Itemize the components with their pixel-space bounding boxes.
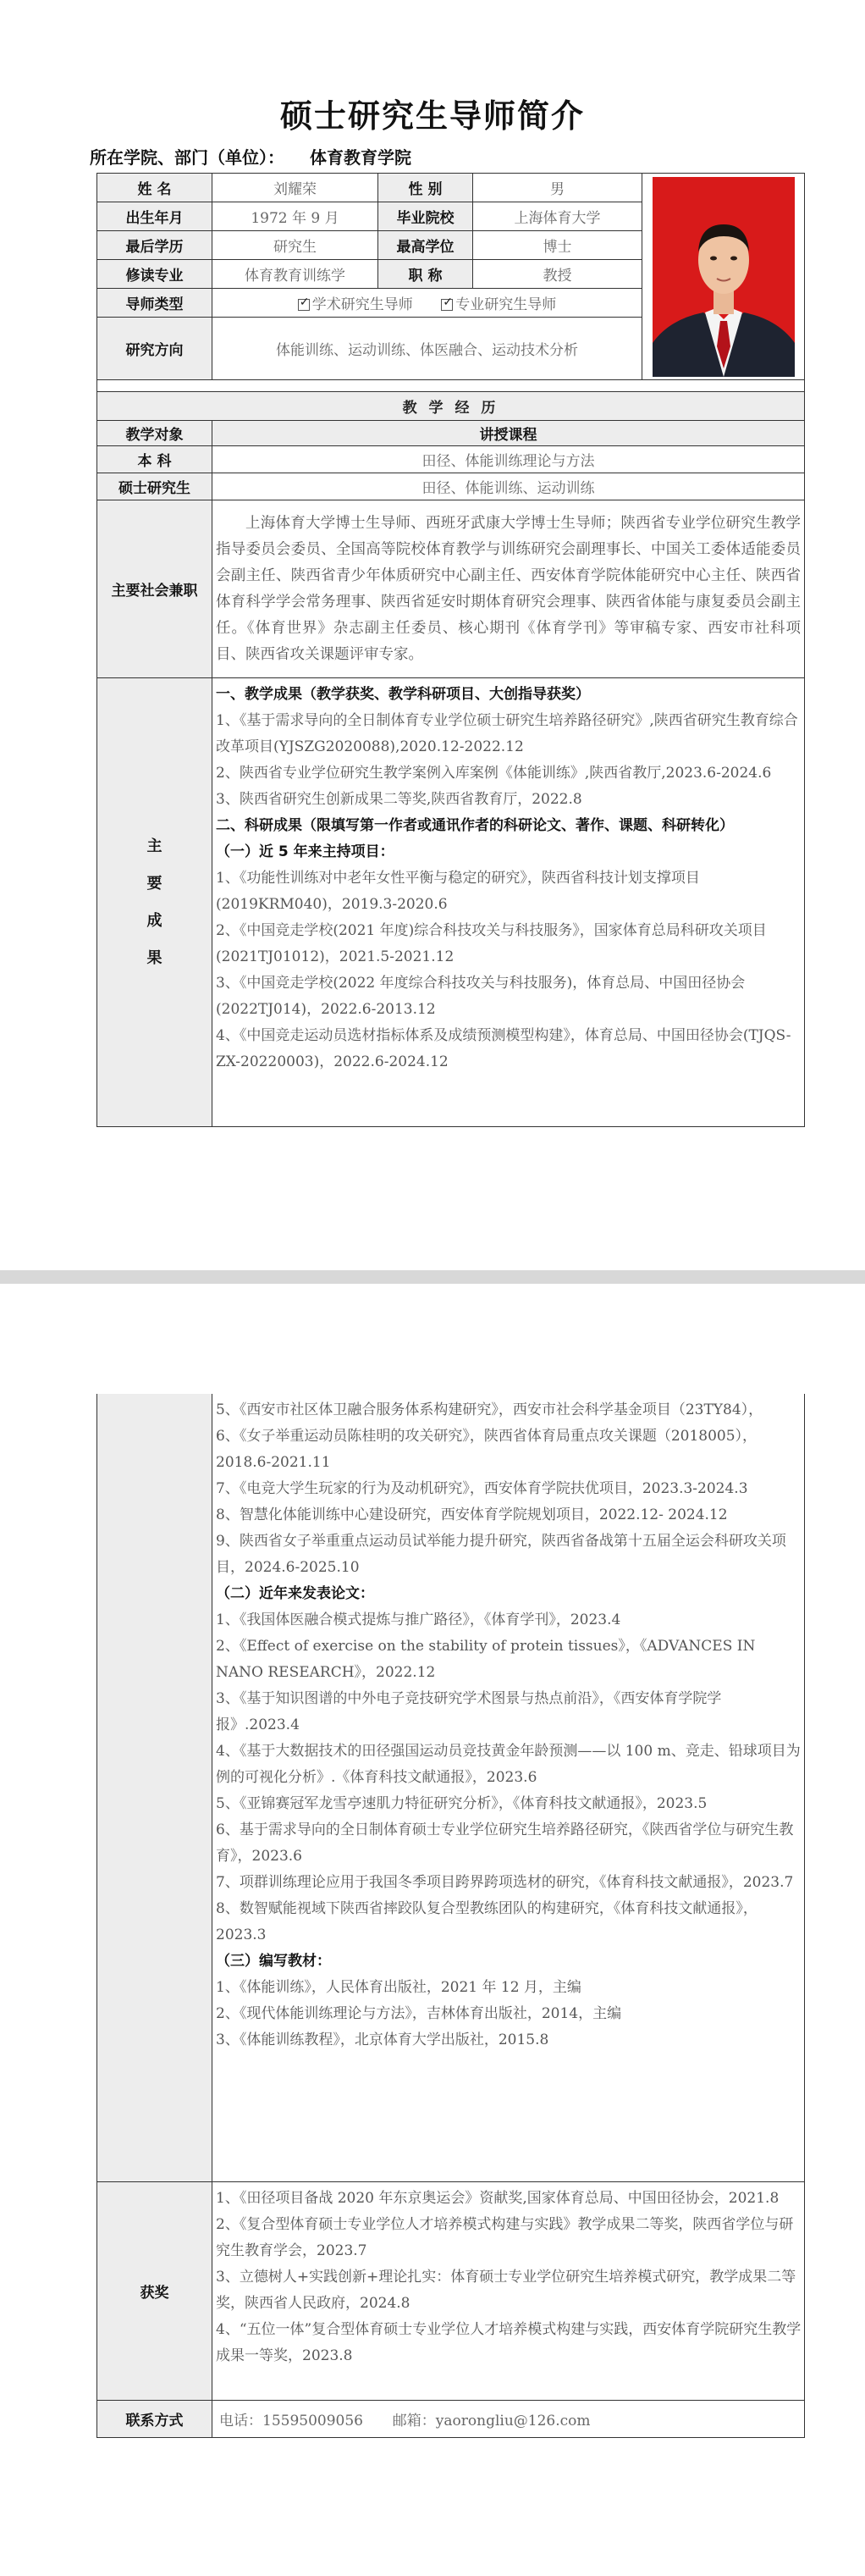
achievements-label-char: 主 bbox=[146, 837, 163, 855]
phone-value: 15595009056 bbox=[262, 2412, 363, 2430]
document-page-1 bbox=[0, 0, 865, 1270]
type-academic bbox=[298, 296, 413, 313]
social-roles-cell bbox=[212, 500, 805, 678]
achievements-cell-page1 bbox=[212, 678, 805, 1127]
type-professional-label: 专业研究生导师 bbox=[455, 296, 557, 313]
award-item: 4、“五位一体”复合型体育硕士专业学位人才培养模式构建与实践，西安体育学院研究生教学成果一等奖，2023.8 bbox=[216, 2320, 802, 2364]
name-label: 姓 名 bbox=[97, 174, 212, 202]
award-item: 2、《复合型体育硕士专业学位人才培养模式构建与实践》教学成果二等奖，陕西省学位与研究生教育学会，2023.7 bbox=[216, 2215, 794, 2259]
birth-value: 1972 年 9 月 bbox=[212, 202, 378, 231]
achievement-item: 5、《西安市社区体卫融合服务体系构建研究》，西安市社会科学基金项目（23TY84）， bbox=[216, 1401, 763, 1418]
continuation-table bbox=[96, 1394, 805, 2438]
degree-value: 博士 bbox=[473, 231, 642, 260]
research-direction-label: 研究方向 bbox=[97, 318, 212, 380]
achievement-item: 2、陕西省专业学位研究生教学案例入库案例《体能训练》,陕西省教厅,2023.6-2024.6 bbox=[216, 765, 772, 782]
education-value: 研究生 bbox=[212, 231, 378, 260]
department-line bbox=[90, 144, 411, 169]
department-value: 体育教育学院 bbox=[310, 147, 411, 168]
achievements-cell-page2 bbox=[212, 1394, 805, 2181]
award-item: 3、立德树人+实践创新+理论扎实：体育硕士专业学位研究生培养模式研究，教学成果二等奖，陕西省人民政府，2024.8 bbox=[216, 2268, 796, 2312]
page-separator bbox=[0, 1270, 865, 1284]
achievement-item: 2、《现代体能训练理论与方法》，吉林体育出版社，2014，主编 bbox=[216, 2005, 622, 2022]
achievement-item: 6、基于需求导向的全日制体育硕士专业学位研究生培养路径研究，《陕西省学位与研究生教育》，2023.6 bbox=[216, 1821, 794, 1865]
achievement-item: 1、《体能训练》，人民体育出版社，2021 年 12 月，主编 bbox=[216, 1979, 581, 1996]
achievement-item: 2、《Effect of exercise on the stability of protein tissues》，《ADVANCES IN NANO RESEARCH》，2022.12 bbox=[216, 1638, 756, 1681]
supervisor-type-value bbox=[212, 289, 642, 318]
teaching-courses: 田径、体能训练、运动训练 bbox=[212, 473, 805, 500]
document-page-2 bbox=[0, 1284, 865, 2576]
degree-label: 最高学位 bbox=[378, 231, 473, 260]
teaching-target: 本 科 bbox=[97, 446, 212, 473]
achievement-item: 4、《基于大数据技术的田径强国运动员竞技黄金年龄预测——以 100 m、竞走、铅球项目为例的可视化分析》.《体育科技文献通报》，2023.6 bbox=[216, 1743, 801, 1786]
email-value: yaorongliu@126.com bbox=[435, 2412, 591, 2430]
contact-cell bbox=[212, 2400, 805, 2437]
phone-label: 电话： bbox=[219, 2412, 262, 2430]
achievements-label-char: 要 bbox=[146, 874, 163, 893]
email-label: 邮箱： bbox=[392, 2412, 436, 2430]
achievement-item: 1、《基于需求导向的全日制体育专业学位硕士研究生培养路径研究》,陕西省研究生教育综合改革项目(YJSZG2020088),2020.12-2022.12 bbox=[216, 712, 798, 755]
school-label: 毕业院校 bbox=[378, 202, 473, 231]
awards-label: 获奖 bbox=[97, 2181, 212, 2400]
achievement-heading: （三）编写教材： bbox=[216, 1953, 331, 1970]
major-value: 体育教育训练学 bbox=[212, 260, 378, 289]
achievements-label-continued bbox=[97, 1394, 212, 2181]
birth-label: 出生年月 bbox=[97, 202, 212, 231]
checkbox-checked-icon bbox=[441, 299, 453, 311]
teaching-section-title: 教 学 经 历 bbox=[97, 392, 805, 421]
achievements-label-cell bbox=[97, 678, 212, 1127]
page-title: 硕士研究生导师简介 bbox=[279, 97, 585, 135]
achievement-item: 1、《我国体医融合模式提炼与推广路径》，《体育学刊》，2023.4 bbox=[216, 1611, 621, 1628]
teaching-target: 硕士研究生 bbox=[97, 473, 212, 500]
social-roles-text: 上海体育大学博士生导师、西班牙武康大学博士生导师；陕西省专业学位研究生教学指导委员会委员、全国高等院校体育教学与训练研究会副理事长、中国关工委体适能委员会副主任、陕西省青少年体质研究中心副主任、西安体育学院体能研究中心主任、陕西省体育科学学会常务理事、陕西省延安时期体育研究会理事、陕西省体能与康复委员会副主任。《体育世界》杂志副主任委员、核心期刊《体育学刊》等审稿专家、西安市社科项目、陕西省攻关课题评审专家。 bbox=[216, 514, 801, 663]
gender-label: 性 别 bbox=[378, 174, 473, 202]
major-label: 修读专业 bbox=[97, 260, 212, 289]
achievement-item: 7、项群训练理论应用于我国冬季项目跨界跨项选材的研究，《体育科技文献通报》，2023.7 bbox=[216, 1874, 794, 1891]
teaching-courses: 田径、体能训练理论与方法 bbox=[212, 446, 805, 473]
award-item: 1、《田径项目备战 2020 年东京奥运会》资献奖,国家体育总局、中国田径协会，2021.8 bbox=[216, 2189, 780, 2207]
achievements-list-page1 bbox=[212, 678, 804, 1079]
achievement-item: 8、数智赋能视域下陕西省摔跤队复合型教练团队的构建研究，《体育科技文献通报》，2023.3 bbox=[216, 1900, 758, 1943]
achievement-heading: 二、科研成果（限填写第一作者或通讯作者的科研论文、著作、课题、科研转化） bbox=[216, 817, 734, 834]
school-value: 上海体育大学 bbox=[473, 202, 642, 231]
achievement-item: 3、《体能训练教程》，北京体育大学出版社，2015.8 bbox=[216, 2032, 549, 2048]
achievement-item: 2、《中国竞走学校(2021 年度)综合科技攻关与科技服务》，国家体育总局科研攻关项目 (2021TJ01012)，2021.5-2021.12 bbox=[216, 922, 767, 965]
portrait-photo bbox=[653, 177, 795, 377]
education-label: 最后学历 bbox=[97, 231, 212, 260]
type-academic-label: 学术研究生导师 bbox=[311, 296, 413, 313]
achievement-item: 3、《基于知识图谱的中外电子竞技研究学术图景与热点前沿》，《西安体育学院学报》.2023.4 bbox=[216, 1690, 722, 1733]
contact-label: 联系方式 bbox=[97, 2400, 212, 2437]
achievement-item: 9、陕西省女子举重重点运动员试举能力提升研究，陕西省备战第十五届全运会科研攻关项目，2024.6-2025.10 bbox=[216, 1533, 786, 1576]
achievement-item: 5、《亚锦赛冠军龙雪亭速肌力特征研究分析》，《体育科技文献通报》，2023.5 bbox=[216, 1795, 708, 1812]
achievement-item: 6、《女子举重运动员陈桂明的攻关研究》，陕西省体育局重点攻关课题（2018005），2018.6-2021.11 bbox=[216, 1428, 758, 1471]
achievement-item: 3、《中国竞走学校(2022 年度综合科技攻关与科技服务)，体育总局、中国田径协会(2022TJ014)，2022.6-2013.12 bbox=[216, 975, 746, 1018]
rank-label: 职 称 bbox=[378, 260, 473, 289]
profile-table bbox=[96, 173, 805, 1127]
teaching-target-header: 教学对象 bbox=[97, 421, 212, 446]
checkbox-checked-icon bbox=[298, 299, 310, 311]
awards-cell bbox=[212, 2181, 805, 2400]
achievements-label-char: 果 bbox=[146, 948, 163, 967]
gender-value: 男 bbox=[473, 174, 642, 202]
department-label: 所在学院、部门（单位）： bbox=[90, 147, 284, 168]
supervisor-type-label: 导师类型 bbox=[97, 289, 212, 318]
portrait-cell bbox=[642, 174, 805, 380]
spacer-row bbox=[97, 380, 805, 392]
teaching-course-header: 讲授课程 bbox=[212, 421, 805, 446]
achievement-heading: （一）近 5 年来主持项目： bbox=[216, 843, 394, 860]
achievement-item: 3、陕西省研究生创新成果二等奖,陕西省教育厅，2022.8 bbox=[216, 791, 582, 808]
type-professional bbox=[441, 296, 556, 313]
rank-value: 教授 bbox=[473, 260, 642, 289]
research-direction-value: 体能训练、运动训练、体医融合、运动技术分析 bbox=[212, 318, 642, 380]
name-value: 刘耀荣 bbox=[212, 174, 378, 202]
achievements-label-char: 成 bbox=[146, 911, 163, 930]
social-roles-label: 主要社会兼职 bbox=[97, 500, 212, 678]
achievement-item: 7、《电竞大学生玩家的行为及动机研究》，西安体育学院扶优项目，2023.3-2024.3 bbox=[216, 1480, 748, 1497]
achievement-item: 1、《功能性训练对中老年女性平衡与稳定的研究》，陕西省科技计划支撑项目(2019KRM040)，2019.3-2020.6 bbox=[216, 870, 700, 913]
achievement-heading: 一、教学成果（教学获奖、教学科研项目、大创指导获奖） bbox=[216, 686, 590, 703]
achievement-heading: （二）近年来发表论文： bbox=[216, 1585, 374, 1602]
achievement-item: 4、《中国竞走运动员选材指标体系及成绩预测模型构建》，体育总局、中国田径协会(TJQS-ZX-20220003)，2022.6-2024.12 bbox=[216, 1027, 791, 1070]
achievement-item: 8、智慧化体能训练中心建设研究，西安体育学院规划项目，2022.12- 2024.12 bbox=[216, 1506, 728, 1523]
achievements-list-page2 bbox=[212, 1394, 804, 2057]
